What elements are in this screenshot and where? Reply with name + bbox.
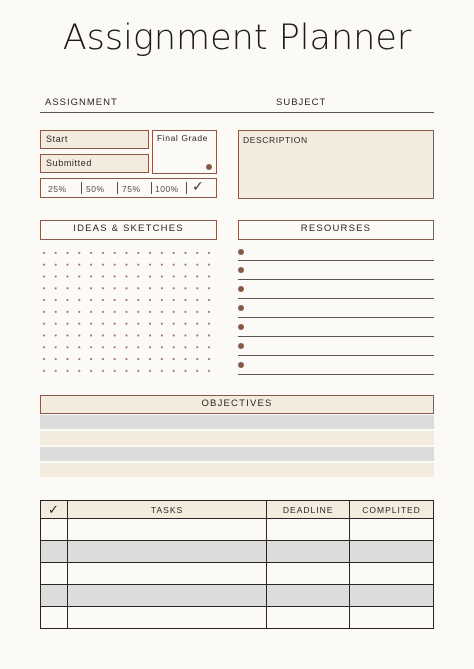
subject-label: SUBJECT (276, 97, 327, 108)
deadline-cell[interactable] (267, 585, 350, 607)
table-row (41, 541, 434, 563)
completed-cell[interactable] (350, 541, 434, 563)
task-cell[interactable] (67, 585, 266, 607)
table-row (41, 585, 434, 607)
task-checkbox[interactable] (41, 541, 68, 563)
progress-75[interactable]: 75% (122, 184, 141, 194)
progress-25[interactable]: 25% (48, 184, 67, 194)
progress-divider (117, 182, 118, 194)
task-cell[interactable] (67, 563, 266, 585)
check-icon: ✓ (48, 501, 60, 517)
start-label: Start (46, 134, 69, 144)
assignment-label: ASSIGNMENT (45, 97, 118, 108)
progress-tracker (40, 178, 217, 198)
task-checkbox[interactable] (41, 585, 68, 607)
bullet-icon (238, 267, 244, 273)
progress-divider (151, 182, 152, 194)
submitted-field[interactable] (40, 154, 149, 173)
resource-line[interactable] (238, 355, 434, 356)
deadline-cell[interactable] (267, 607, 350, 629)
header-rule (40, 112, 434, 113)
tasks-column-header: TASKS (67, 501, 266, 519)
completed-cell[interactable] (350, 585, 434, 607)
bullet-icon (238, 305, 244, 311)
bullet-icon (238, 343, 244, 349)
submitted-label: Submitted (46, 158, 92, 168)
objectives-header: OBJECTIVES (40, 395, 434, 414)
ideas-header: IDEAS & SKETCHES (40, 220, 217, 240)
bullet-icon (238, 324, 244, 330)
resource-line[interactable] (238, 317, 434, 318)
deadline-cell[interactable] (267, 519, 350, 541)
task-cell[interactable] (67, 519, 266, 541)
resource-line[interactable] (238, 298, 434, 299)
objective-row[interactable] (40, 431, 434, 445)
resource-line[interactable] (238, 279, 434, 280)
start-field[interactable] (40, 130, 149, 149)
objective-row[interactable] (40, 447, 434, 461)
bullet-icon (238, 249, 244, 255)
task-cell[interactable] (67, 541, 266, 563)
description-field[interactable] (238, 130, 434, 199)
completed-column-header: COMPLITED (350, 501, 434, 519)
bullet-icon (238, 362, 244, 368)
deadline-cell[interactable] (267, 563, 350, 585)
objective-row[interactable] (40, 463, 434, 477)
progress-divider (186, 182, 187, 194)
table-row (41, 563, 434, 585)
final-grade-field[interactable] (152, 130, 217, 174)
task-cell[interactable] (67, 607, 266, 629)
deadline-column-header: DEADLINE (267, 501, 350, 519)
table-row (41, 607, 434, 629)
page-title: Assignment Planner (62, 18, 412, 58)
progress-100[interactable]: 100% (155, 184, 179, 194)
table-row (41, 519, 434, 541)
sketch-dot-grid[interactable] (38, 247, 218, 373)
check-column-header (41, 501, 68, 519)
resources-header: RESOURSES (238, 220, 434, 240)
task-checkbox[interactable] (41, 563, 68, 585)
description-label: DESCRIPTION (243, 135, 308, 145)
deadline-cell[interactable] (267, 541, 350, 563)
resource-line[interactable] (238, 260, 434, 261)
bullet-icon (238, 286, 244, 292)
resource-line[interactable] (238, 374, 434, 375)
progress-divider (81, 182, 82, 194)
completed-cell[interactable] (350, 607, 434, 629)
tasks-table (40, 500, 434, 629)
task-checkbox[interactable] (41, 519, 68, 541)
objective-row[interactable] (40, 415, 434, 429)
final-grade-label: Final Grade (157, 133, 209, 143)
completed-cell[interactable] (350, 519, 434, 541)
check-icon[interactable]: ✓ (192, 178, 204, 194)
grade-dot-icon (206, 164, 212, 170)
progress-50[interactable]: 50% (86, 184, 105, 194)
task-checkbox[interactable] (41, 607, 68, 629)
resource-line[interactable] (238, 336, 434, 337)
completed-cell[interactable] (350, 563, 434, 585)
